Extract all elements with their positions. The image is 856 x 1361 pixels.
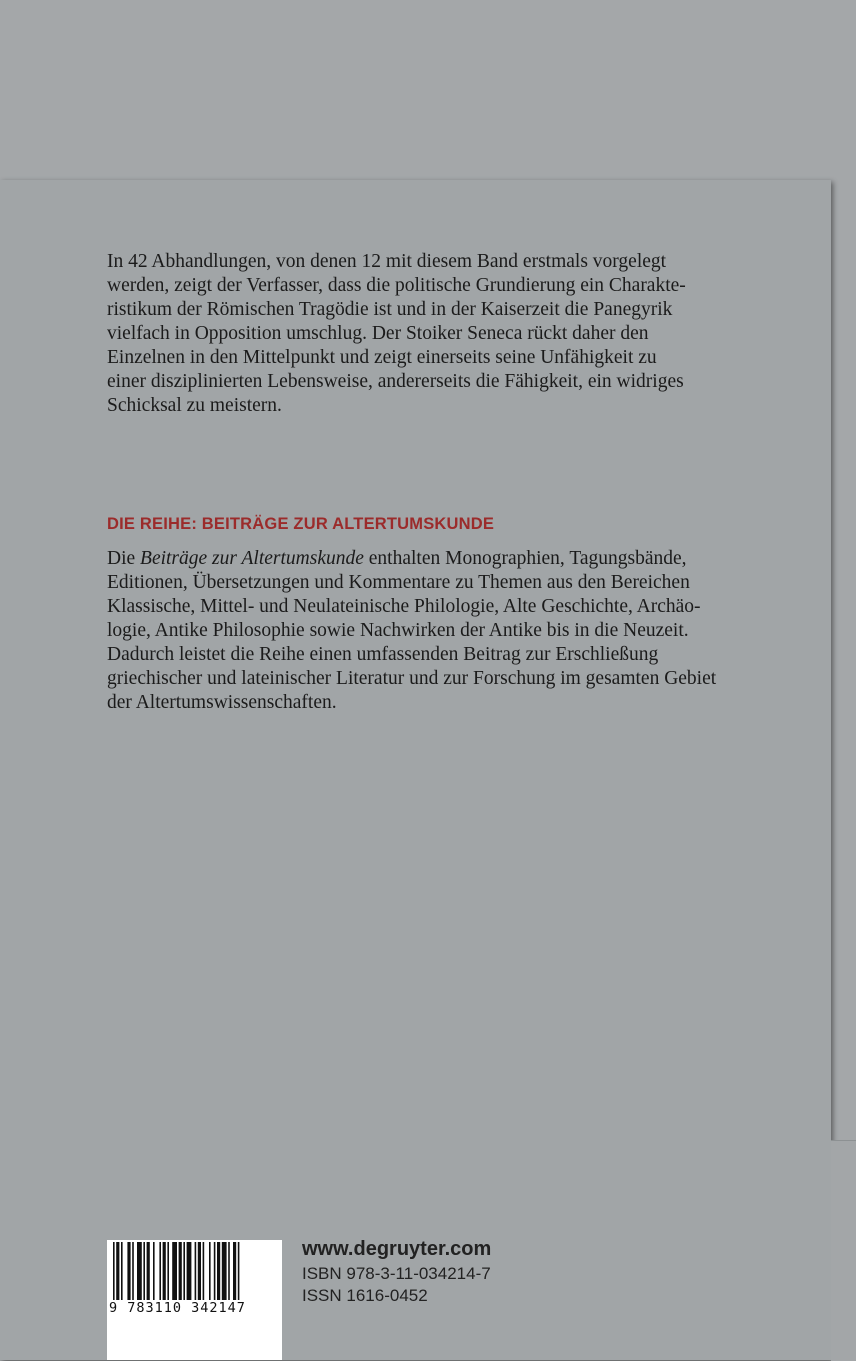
- barcode-bar: [137, 1242, 142, 1300]
- barcode-bar: [179, 1242, 182, 1300]
- barcode-bar: [167, 1242, 169, 1300]
- isbn-number: ISBN 978-3-11-034214-7: [302, 1264, 491, 1283]
- barcode-bar: [143, 1242, 145, 1300]
- barcode-bar: [132, 1242, 134, 1300]
- barcode-bar: [183, 1242, 185, 1300]
- series-heading: DIE REIHE: BEITRÄGE ZUR ALTERTUMSKUNDE: [107, 515, 495, 533]
- publisher-info: [302, 1238, 491, 1308]
- series-body: enthalten Monographien, Tagungsbände, Editionen, Übersetzungen und Kommentare zu Themen aus den Bereichen Klassische, Mittel- und Neulateinische Philologie, Alte Geschichte, Archäo- logie, Antike Philosophie sowie Nachwirken der Antike bis in die Neuzeit. Dadurch leistet die Reihe einen umfassenden Beitrag zur Erschließung griechischer und lateinischer Literatur und zur Forschung im gesamten Gebiet der Altertumswissenschaften.: [107, 548, 717, 713]
- barcode-bar: [187, 1242, 192, 1300]
- issn-number: ISSN 1616-0452: [302, 1286, 428, 1305]
- barcode-bar: [113, 1242, 115, 1300]
- barcode-bar: [147, 1242, 150, 1300]
- series-intro: Die: [107, 548, 141, 569]
- barcode-bar: [172, 1242, 177, 1300]
- barcode-bar: [127, 1242, 130, 1300]
- barcode-bar: [233, 1242, 236, 1300]
- barcode-bar: [163, 1242, 166, 1300]
- cover-edge: [831, 1140, 856, 1361]
- barcode-bar: [228, 1242, 230, 1300]
- barcode-bar: [159, 1242, 161, 1300]
- barcode-bar: [203, 1242, 205, 1300]
- book-blurb: In 42 Abhandlungen, von denen 12 mit diesem Band erstmals vorgelegt werden, zeigt der Verfasser, dass die politische Grundierung ein Charakte- ristikum der Römischen Tragödie ist und in der Kaiserzeit die Panegyrik vielfach in Opposition umschlug. Der Stoiker Seneca rückt daher den Einzelnen in den Mittelpunkt und zeigt einerseits seine Unfähigkeit zu einer disziplinierten Lebensweise, andererseits die Fähigkeit, ein widriges Schicksal zu meistern.: [107, 251, 686, 416]
- barcode-digits: 9 783110 342147: [109, 1300, 280, 1316]
- barcode-bar: [217, 1242, 220, 1300]
- series-title: Beiträge zur Altertumskunde: [140, 548, 364, 569]
- barcode-bar: [121, 1242, 123, 1300]
- barcode-bar: [222, 1242, 227, 1300]
- publisher-url[interactable]: www.degruyter.com: [302, 1238, 492, 1260]
- isbn-barcode: [107, 1240, 282, 1360]
- series-description: [107, 547, 757, 715]
- barcode-bar: [195, 1242, 197, 1300]
- barcode-bar: [116, 1242, 119, 1300]
- barcode-bar: [198, 1242, 201, 1300]
- barcode-bar: [214, 1242, 216, 1300]
- barcode-bar: [209, 1242, 211, 1300]
- barcode-bar: [153, 1242, 155, 1300]
- barcode-bar: [238, 1242, 240, 1300]
